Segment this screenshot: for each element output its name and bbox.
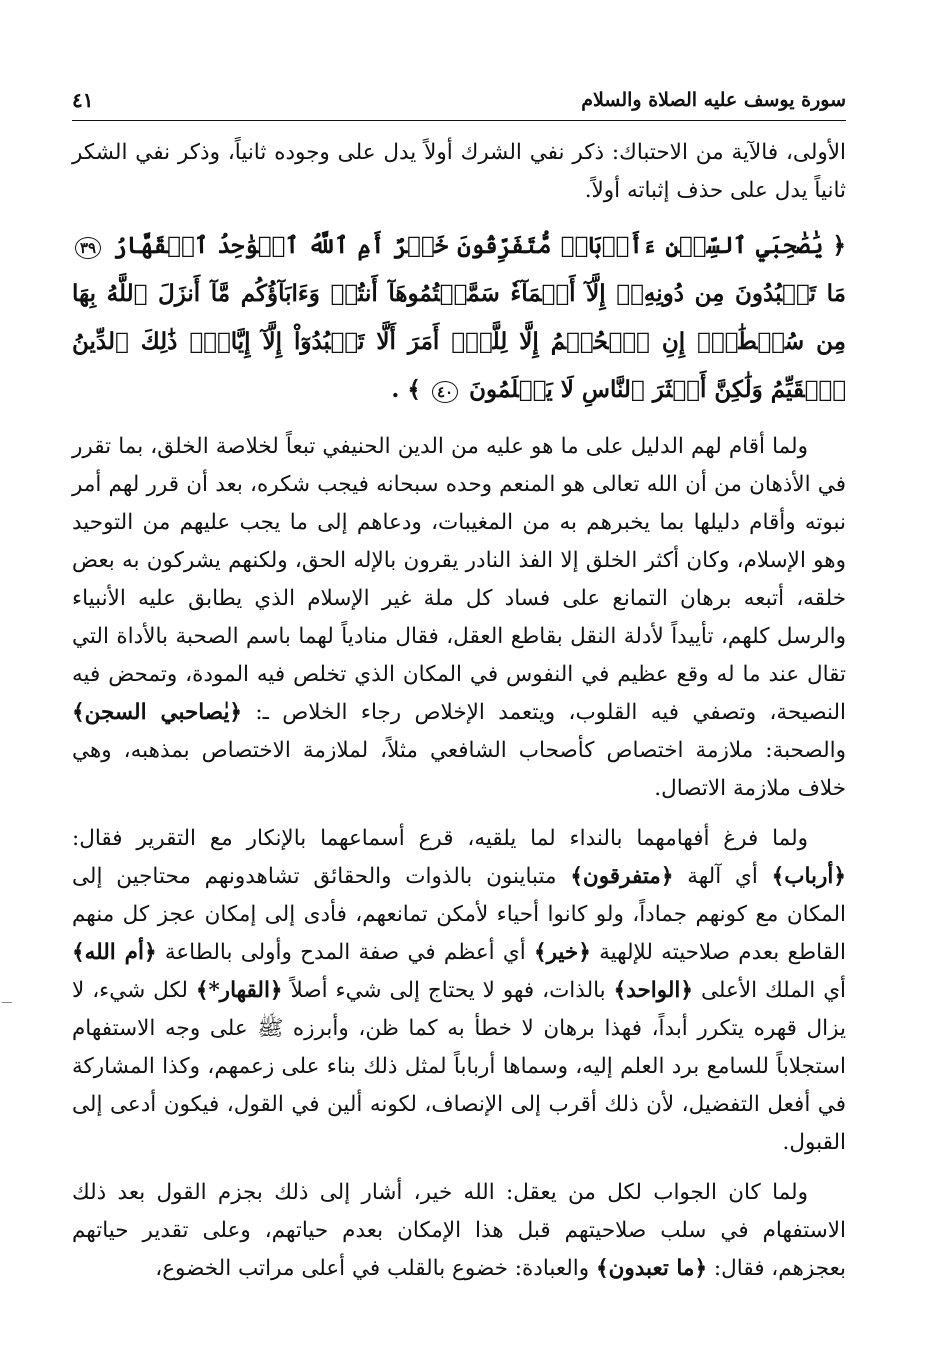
verse-number-39: ٣٩ xyxy=(75,237,101,259)
quoted-term: ﴿ما تعبدون﴾ xyxy=(596,1256,708,1281)
quoted-term: ﴿خير﴾ xyxy=(533,940,591,965)
scan-margin-mark xyxy=(2,1002,12,1003)
text-run: ولما كان الجواب لكل من يعقل: الله خير، أشار إلى ذلك بجزم القول بعد ذلك الاستفهام في سلب صلاحيتهم قبل هذا الإمكان بعدم حياتهم، وعلى تقدير حياتهم بعجزهم، فقال: xyxy=(72,1180,846,1281)
text-run: أي الملك الأعلى xyxy=(700,978,846,1003)
running-header xyxy=(72,82,846,118)
text-run: بالذات، فهو لا يحتاج إلى شيء أصلاً xyxy=(290,978,606,1003)
text-run: أي آلهة xyxy=(687,864,758,889)
surah-title: سورة يوسف عليه الصلاة والسلام xyxy=(581,89,846,111)
text-run: متباينون بالذوات والحقائق تشاهدونهم محتاجين إلى المكان مع كونهم جماداً، ولو كانوا أحياء لأمكن تمانعهم، فأدى إلى إمكان عجز كل منهم القاطع بعدم صلاحيته للإلهية xyxy=(72,864,847,965)
text-run: ولما فرغ أفهامهما بالنداء لما يلقيه، قرع أسماعهما بالإنكار مع التقرير فقال: xyxy=(72,826,808,851)
quoted-term: ﴿أم الله﴾ xyxy=(72,940,157,965)
page-number: ٤١ xyxy=(72,88,94,112)
header-rule xyxy=(72,120,846,121)
text-run: ولما أقام لهم الدليل على ما هو عليه من الدين الحنيفي تبعاً لخلاصة الخلق، بما تقرر في الأذهان من أن الله تعالى هو المنعم وحده سبحانه فيجب شكره، بعد أن قرر لهم أمر نبوته وأقام دليلها بما يخبرهم به من المغيبات، ودعاهم إلى ما يجب عليهم من التوحيد وهو الإسلام، وكان أكثر الخلق إلا الفذ النادر يقرون بالإله الحق، ولكنهم يشركون به بعض خلقه، أتبعه برهان التمانع على فساد كل ملة غير الإسلام الذي يطابق عليه الأنبياء والرسل كلهم، تأييداً لأدلة النقل بقاطع العقل، فقال منادياً لهما باسم الصحبة بالأداة التي تقال عند ما له وقع عظيم في النفوس في المكان الذي تخلص فيه المودة، وتمحض فيه النصيحة، وتصفي فيه القلوب، ويتعمد الإخلاص رجاء الخلاص ـ: xyxy=(72,434,846,725)
text-run: أي أعظم في صفة المدح وأولى بالطاعة xyxy=(164,940,526,965)
paragraph-2 xyxy=(72,428,846,808)
verse-open-bracket: ﴿ xyxy=(832,232,846,259)
text-run: والصحبة: ملازمة اختصاص كأصحاب الشافعي مثلاً، لملازمة الاختصاص بمذهبه، وهي خلاف ملازمة الاتصال. xyxy=(72,738,846,801)
paragraph-1: الأولى، فالآية من الاحتباك: ذكر نفي الشرك أولاً يدل على وجوده ثانياً، وذكر نفي الشكر ثانياً يدل على حذف إثباته أولاً. xyxy=(72,140,846,203)
verse-text-39: يَٰصَٰحِبَيِ ٱلسِّجۡنِ ءَأَرۡبَابٞ مُّتَفَرِّقُونَ خَيۡرٌ أَمِ ٱللَّهُ ٱلۡوَٰحِدُ ٱلۡقَهَّارُ xyxy=(113,232,824,259)
verse-close-bracket: ﴾ . xyxy=(391,376,421,403)
quran-verse xyxy=(72,222,846,414)
paragraph-4 xyxy=(72,1174,846,1288)
page-body xyxy=(72,134,846,1288)
text-run: لكل شيء، لا يزال قهره يتكرر أبداً، فهذا برهان لا خطأ به كما ظن، وأبرزه ﷺ على وجه الاستفهام استجلاباً للسامع برد العلم إليه، وسماها أرباباً لمثل ذلك بناء على زعمهم، وكذا المشاركة في أفعل التفضيل، لأن ذلك أقرب إلى الإنصاف، لكونه ألين في القول، فيكون أدعى إلى القبول. xyxy=(72,978,846,1155)
verse-text-40: مَا تَعۡبُدُونَ مِن دُونِهِۦٓ إِلَّآ أَسۡمَآءٗ سَمَّيۡتُمُوهَآ أَنتُمۡ وَءَابَآؤُكُم مَّآ أَنزَلَ ٱللَّهُ بِهَا مِن سُلۡطَٰنٍۚ إِنِ ٱلۡحُكۡمُ إِلَّا لِلَّهِۚ أَمَرَ أَلَّا تَعۡبُدُوٓاْ إِلَّآ إِيَّاهُۚ ذَٰلِكَ ٱلدِّينُ ٱلۡقَيِّمُ وَلَٰكِنَّ أَكۡثَرَ ٱلنَّاسِ لَا يَعۡلَمُونَ xyxy=(72,280,846,403)
quoted-term: ﴿الواحد﴾ xyxy=(613,978,694,1003)
quoted-term: ﴿يٰصاحبي السجن﴾ xyxy=(72,700,243,725)
verse-number-40: ٤٠ xyxy=(432,381,458,403)
quoted-term: ﴿القهار*﴾ xyxy=(195,978,283,1003)
quoted-term: ﴿متفرقون﴾ xyxy=(570,864,674,889)
text-run: والعبادة: خضوع بالقلب في أعلى مراتب الخضوع، xyxy=(155,1256,590,1281)
quoted-term: ﴿أرباب﴾ xyxy=(771,864,846,889)
paragraph-3 xyxy=(72,820,846,1162)
